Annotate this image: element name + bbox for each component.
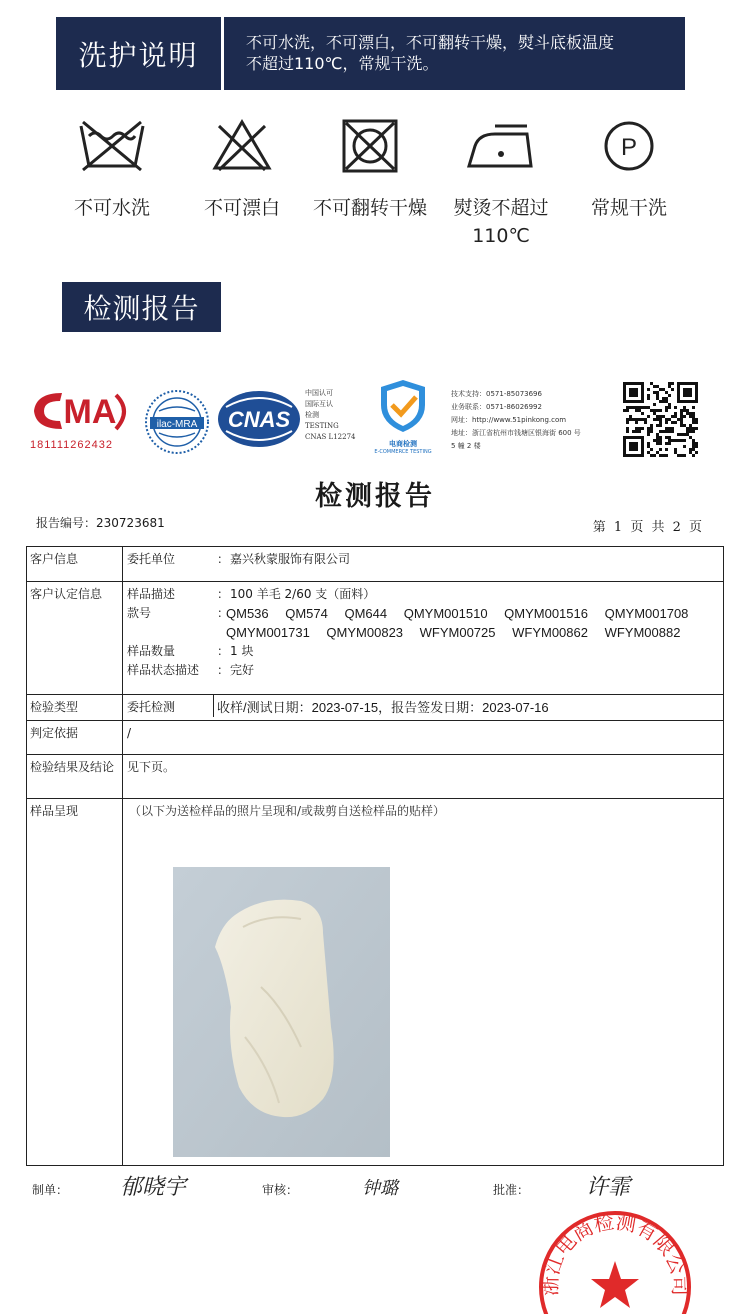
contact-line: 网址：http://www.51pinkong.com [451,416,567,424]
no-wash-icon [77,118,147,174]
row-label: 客户信息 [27,547,123,581]
care-label: 不可漂白 [203,197,280,219]
red-seal-stamp [535,1207,695,1314]
table-row [27,582,723,695]
company-seal [535,1207,695,1314]
kv-value: 嘉兴秋蒙服饰有限公司 [230,552,351,566]
fabric-sample-image [173,867,390,1157]
cma-code: 181111262432 [30,439,113,451]
sample-note: （以下为送检样品的照片呈现和/或裁剪自送检样品的贴样） [129,804,446,818]
cnas-info-line: 国际互认 [305,400,333,408]
row-content [123,582,723,680]
care-header [56,17,685,90]
table-row [27,755,723,799]
svg-text:P: P [620,134,638,161]
svg-text:浙江电商检测有限公司: 浙江电商检测有限公司 [537,1209,693,1297]
kv-colon: ： [217,606,230,620]
row-content [123,547,723,569]
report-table [26,546,724,1166]
svg-text:ilac-MRA: ilac-MRA [156,419,198,430]
no-bleach-icon [211,118,273,174]
iron-temperature: 110℃ [472,225,530,247]
ilac-mra-logo [144,389,210,459]
care-description [224,17,685,90]
kv-value: 100 羊毛 2/60 支（面料） [230,587,376,601]
cnas-mark-icon [216,389,302,449]
kv-colon: ： [217,552,230,566]
row-label: 判定依据 [27,721,123,754]
cma-logo [30,389,134,451]
kv-key: 款号 [127,606,152,620]
care-item-no-tumble-dry [305,118,435,222]
cnas-info [305,388,355,443]
model-list [226,604,719,642]
table-row [27,799,723,1165]
contact-line: 地址：浙江省杭州市钱塘区银海街 600 号 [451,429,581,437]
kv-key: 样品描述 [127,587,176,601]
report-logo-row [28,375,728,470]
report-number [36,514,165,531]
care-item-no-bleach [177,118,307,222]
kv-colon: ： [217,644,230,658]
kv-state [127,661,723,680]
maker-signature: 郁晓宇 [120,1175,187,1200]
report-number-label: 报告编号： [36,516,97,530]
row-label: 检验结果及结论 [27,755,123,798]
review-label: 审核： [262,1183,299,1197]
maker-label: 制单： [32,1183,69,1197]
shield-check-icon [375,377,431,435]
model-line: QMYM001731 QMYM00823 WFYM00725 WFYM00862 WFYM00882 [226,625,681,640]
kv-sample-desc [127,585,723,604]
row-label: 客户认定信息 [27,582,123,694]
cnas-info-line: TESTING [305,422,339,430]
care-desc-line-1: 不可水洗，不可漂白，不可翻转干燥，熨斗底板温度 [246,33,615,52]
contact-line: 技术支持：0571-85073696 [451,390,542,398]
approve-label: 批准： [493,1183,530,1197]
kv-key: 委托单位 [127,552,176,566]
iron-icon [465,118,537,174]
care-icons [40,118,720,258]
contact-line: 业务联系：0571-86026992 [451,403,542,411]
row-content [123,799,723,821]
care-label: 不可水洗 [73,197,150,219]
cnas-logo [216,389,302,453]
row-content [123,695,723,717]
care-label: 不可翻转干燥 [312,197,427,219]
kv-quantity [127,642,723,661]
kv-value: 1 块 [230,644,254,658]
model-line: QM536 QM574 QM644 QMYM001510 QMYM001516 QMYM001708 [226,606,689,621]
kv-colon: ： [217,663,230,677]
kv-client [127,550,723,569]
inspection-dates: 收样/测试日期：2023-07-15，报告签发日期：2023-07-16 [217,700,549,715]
care-item-iron [436,118,566,250]
care-label: 常规干洗 [590,197,667,219]
cnas-info-line: CNAS L12274 [305,433,356,441]
care-item-no-wash [47,118,177,222]
cell-divider [213,695,214,717]
sample-photo [173,867,390,1157]
contact-line: 5 幢 2 楼 [451,442,481,450]
table-row [27,695,723,721]
ec-name: 电商检测 [389,440,417,448]
contact-info [451,388,581,453]
no-tumble-dry-icon [340,118,400,174]
approver-signature: 许霏 [586,1175,631,1200]
table-row [27,721,723,755]
reviewer-signature: 钟璐 [362,1178,398,1199]
kv-colon: ： [217,587,230,601]
report-number-value: 230723681 [96,516,165,530]
page-info: 第 1 页 共 2 页 [592,520,704,535]
cnas-info-line: 检测 [305,411,319,419]
row-label: 检验类型 [27,695,123,720]
qr-code-icon [622,380,700,464]
dry-clean-p-icon [601,118,657,174]
kv-key: 样品状态描述 [127,663,200,677]
care-title: 洗护说明 [56,17,224,90]
row-label: 样品呈现 [27,799,123,1165]
care-label [436,194,566,250]
signature-row [26,1170,724,1210]
care-desc-line-2: 不超过110℃，常规干洗。 [246,54,439,73]
report-title: 检测报告 [315,481,435,512]
cnas-info-line: 中国认可 [305,389,333,397]
kv-key: 样品数量 [127,644,176,658]
svg-text:CNAS: CNAS [227,407,291,432]
row-content: 见下页。 [127,760,176,774]
cma-mark-icon [30,389,134,433]
row-content: / [127,726,132,740]
kv-value: 完好 [230,663,255,677]
ec-testing-logo [371,377,435,455]
svg-text:MA: MA [63,393,117,431]
ec-sub: E-COMMERCE TESTING [374,449,432,455]
report-banner: 检测报告 [62,282,221,332]
iron-label: 熨烫不超过 [453,197,549,219]
table-row [27,547,723,582]
inspection-type: 委托检测 [127,700,176,714]
care-item-dry-clean [564,118,694,222]
ilac-globe-icon [144,389,210,455]
